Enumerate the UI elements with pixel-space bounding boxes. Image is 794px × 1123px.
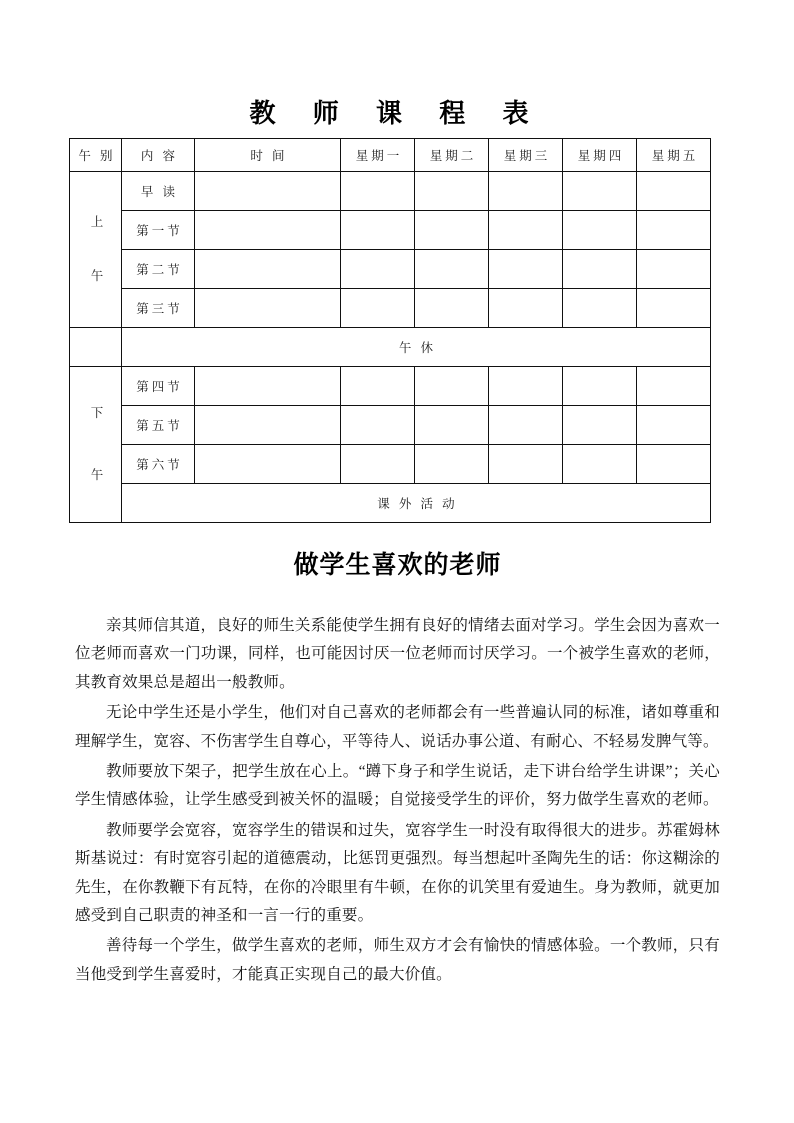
header-weekday-thursday: 星期四 xyxy=(563,139,637,172)
noon-break-empty-cell xyxy=(70,328,122,367)
period-label-morning-3: 第三节 xyxy=(122,289,195,328)
slot-morning-1-wednesday[interactable] xyxy=(489,211,563,250)
period-label-afternoon-0: 第四节 xyxy=(122,367,195,406)
slot-morning-3-monday[interactable] xyxy=(341,289,415,328)
article-paragraph-5: 善待每一个学生，做学生喜欢的老师，师生双方才会有愉快的情感体验。一个教师，只有当他受到学生喜爱时，才能真正实现自己的最大价值。 xyxy=(75,937,720,983)
slot-afternoon-1-thursday[interactable] xyxy=(563,406,637,445)
afternoon-label-line1: 下 xyxy=(90,406,104,421)
table-row xyxy=(70,172,711,211)
article-paragraph-1: 亲其师信其道，良好的师生关系能使学生拥有良好的情绪去面对学习。学生会因为喜欢一位老师而喜欢一门功课，同样，也可能因讨厌一位老师而讨厌学习。一个被学生喜欢的老师，其教育效果总是超出一般教师。 xyxy=(75,617,720,691)
extracurricular-row xyxy=(70,484,711,523)
time-cell-morning-1[interactable] xyxy=(195,211,341,250)
header-weekday-tuesday: 星期二 xyxy=(415,139,489,172)
time-cell-morning-2[interactable] xyxy=(195,250,341,289)
slot-afternoon-1-monday[interactable] xyxy=(341,406,415,445)
table-row xyxy=(70,367,711,406)
table-row xyxy=(70,406,711,445)
noon-break-row xyxy=(70,328,711,367)
article-section xyxy=(75,548,720,991)
slot-afternoon-1-tuesday[interactable] xyxy=(415,406,489,445)
time-cell-afternoon-2[interactable] xyxy=(195,445,341,484)
slot-afternoon-2-thursday[interactable] xyxy=(563,445,637,484)
slot-morning-2-tuesday[interactable] xyxy=(415,250,489,289)
period-label-morning-0: 早 读 xyxy=(122,172,195,211)
table-row xyxy=(70,445,711,484)
slot-afternoon-0-friday[interactable] xyxy=(637,367,711,406)
morning-label xyxy=(70,172,122,328)
slot-afternoon-1-friday[interactable] xyxy=(637,406,711,445)
table-row xyxy=(70,211,711,250)
noon-break-label: 午 休 xyxy=(122,328,711,367)
schedule-section xyxy=(69,96,709,523)
slot-morning-3-wednesday[interactable] xyxy=(489,289,563,328)
article-title: 做学生喜欢的老师 xyxy=(293,551,502,579)
header-time: 时 间 xyxy=(195,139,341,172)
slot-afternoon-0-tuesday[interactable] xyxy=(415,367,489,406)
slot-morning-1-friday[interactable] xyxy=(637,211,711,250)
table-row xyxy=(70,289,711,328)
slot-afternoon-2-monday[interactable] xyxy=(341,445,415,484)
slot-afternoon-2-wednesday[interactable] xyxy=(489,445,563,484)
schedule-title: 教 师 课 程 表 xyxy=(249,98,544,128)
header-content: 内 容 xyxy=(122,139,195,172)
slot-morning-2-thursday[interactable] xyxy=(563,250,637,289)
slot-afternoon-1-wednesday[interactable] xyxy=(489,406,563,445)
article-paragraph-2: 无论中学生还是小学生，他们对自己喜欢的老师都会有一些普遍认同的标准，诸如尊重和理解学生，宽容、不伤害学生自尊心，平等待人、说话办事公道、有耐心、不轻易发脾气等。 xyxy=(75,704,720,750)
slot-morning-3-tuesday[interactable] xyxy=(415,289,489,328)
slot-morning-1-tuesday[interactable] xyxy=(415,211,489,250)
morning-label-line1: 上 xyxy=(90,215,104,230)
article-paragraph-4: 教师要学会宽容，宽容学生的错误和过失，宽容学生一时没有取得很大的进步。苏霍姆林斯基说过：有时宽容引起的道德震动，比惩罚更强烈。每当想起叶圣陶先生的话：你这糊涂的先生，在你教鞭下有瓦特，在你的冷眼里有牛顿，在你的讥笑里有爱迪生。身为教师，就更加感受到自己职责的神圣和一言一行的重要。 xyxy=(75,821,720,925)
time-cell-morning-0[interactable] xyxy=(195,172,341,211)
period-label-afternoon-2: 第六节 xyxy=(122,445,195,484)
slot-morning-2-monday[interactable] xyxy=(341,250,415,289)
afternoon-label xyxy=(70,367,122,523)
period-label-morning-1: 第一节 xyxy=(122,211,195,250)
period-label-afternoon-1: 第五节 xyxy=(122,406,195,445)
slot-afternoon-0-wednesday[interactable] xyxy=(489,367,563,406)
slot-morning-1-thursday[interactable] xyxy=(563,211,637,250)
morning-label-line2: 午 xyxy=(90,268,104,283)
slot-morning-0-monday[interactable] xyxy=(341,172,415,211)
time-cell-afternoon-0[interactable] xyxy=(195,367,341,406)
header-weekday-friday: 星期五 xyxy=(637,139,711,172)
header-weekday-wednesday: 星期三 xyxy=(489,139,563,172)
slot-afternoon-2-tuesday[interactable] xyxy=(415,445,489,484)
time-cell-afternoon-1[interactable] xyxy=(195,406,341,445)
teacher-schedule-table xyxy=(69,138,711,523)
afternoon-label-line2: 午 xyxy=(90,467,104,482)
period-label-morning-2: 第二节 xyxy=(122,250,195,289)
slot-morning-2-wednesday[interactable] xyxy=(489,250,563,289)
header-period-type: 午 别 xyxy=(70,139,122,172)
slot-morning-3-thursday[interactable] xyxy=(563,289,637,328)
slot-morning-0-thursday[interactable] xyxy=(563,172,637,211)
extracurricular-label: 课 外 活 动 xyxy=(122,484,711,523)
table-header-row xyxy=(70,139,711,172)
slot-afternoon-2-friday[interactable] xyxy=(637,445,711,484)
slot-morning-0-tuesday[interactable] xyxy=(415,172,489,211)
slot-morning-2-friday[interactable] xyxy=(637,250,711,289)
slot-afternoon-0-monday[interactable] xyxy=(341,367,415,406)
time-cell-morning-3[interactable] xyxy=(195,289,341,328)
slot-morning-0-friday[interactable] xyxy=(637,172,711,211)
slot-morning-3-friday[interactable] xyxy=(637,289,711,328)
header-weekday-monday: 星期一 xyxy=(341,139,415,172)
slot-afternoon-0-thursday[interactable] xyxy=(563,367,637,406)
article-paragraph-3: 教师要放下架子，把学生放在心上。“蹲下身子和学生说话，走下讲台给学生讲课”；关心学生情感体验，让学生感受到被关怀的温暖；自觉接受学生的评价，努力做学生喜欢的老师。 xyxy=(75,763,720,809)
slot-morning-0-wednesday[interactable] xyxy=(489,172,563,211)
slot-morning-1-monday[interactable] xyxy=(341,211,415,250)
table-row xyxy=(70,250,711,289)
